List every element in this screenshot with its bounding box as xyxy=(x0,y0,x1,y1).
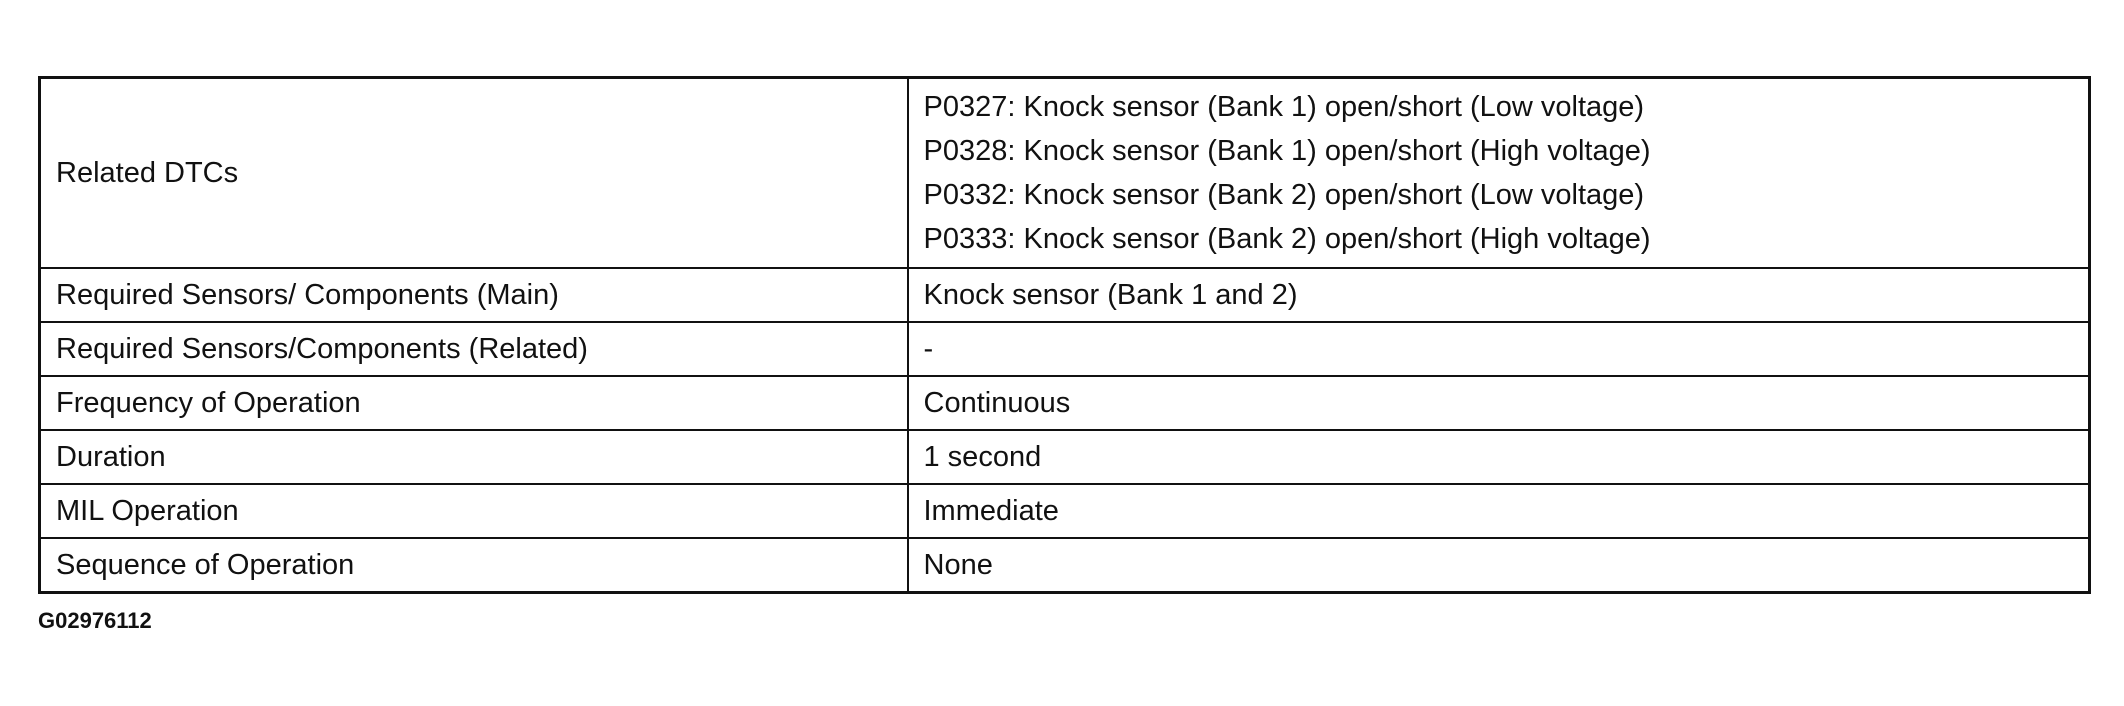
row-label: Frequency of Operation xyxy=(40,376,908,430)
row-value: Knock sensor (Bank 1 and 2) xyxy=(908,268,2090,322)
row-value-dtc-list xyxy=(908,78,2090,269)
dtc-item: P0327: Knock sensor (Bank 1) open/short (Low voltage) xyxy=(923,91,1645,123)
row-label: MIL Operation xyxy=(40,484,908,538)
dtc-item: P0332: Knock sensor (Bank 2) open/short (Low voltage) xyxy=(923,179,1645,211)
table-row-sequence xyxy=(40,538,2090,593)
dtc-item: P0328: Knock sensor (Bank 1) open/short (High voltage) xyxy=(923,135,1651,167)
table-row-related-dtcs xyxy=(40,78,2090,269)
spec-table xyxy=(38,76,2091,594)
table-row-required-sensors-main xyxy=(40,268,2090,322)
dtc-item: P0333: Knock sensor (Bank 2) open/short (High voltage) xyxy=(923,223,1651,255)
table-row-frequency xyxy=(40,376,2090,430)
row-label: Sequence of Operation xyxy=(40,538,908,593)
row-value: - xyxy=(908,322,2090,376)
row-value: None xyxy=(908,538,2090,593)
row-label: Required Sensors/ Components (Main) xyxy=(40,268,908,322)
row-value: 1 second xyxy=(908,430,2090,484)
row-label: Duration xyxy=(40,430,908,484)
table-row-required-sensors-related xyxy=(40,322,2090,376)
row-value: Continuous xyxy=(908,376,2090,430)
row-label: Required Sensors/Components (Related) xyxy=(40,322,908,376)
figure-id: G02976112 xyxy=(38,608,152,633)
table-row-mil-operation xyxy=(40,484,2090,538)
row-label: Related DTCs xyxy=(40,78,908,269)
row-value: Immediate xyxy=(908,484,2090,538)
table-row-duration xyxy=(40,430,2090,484)
